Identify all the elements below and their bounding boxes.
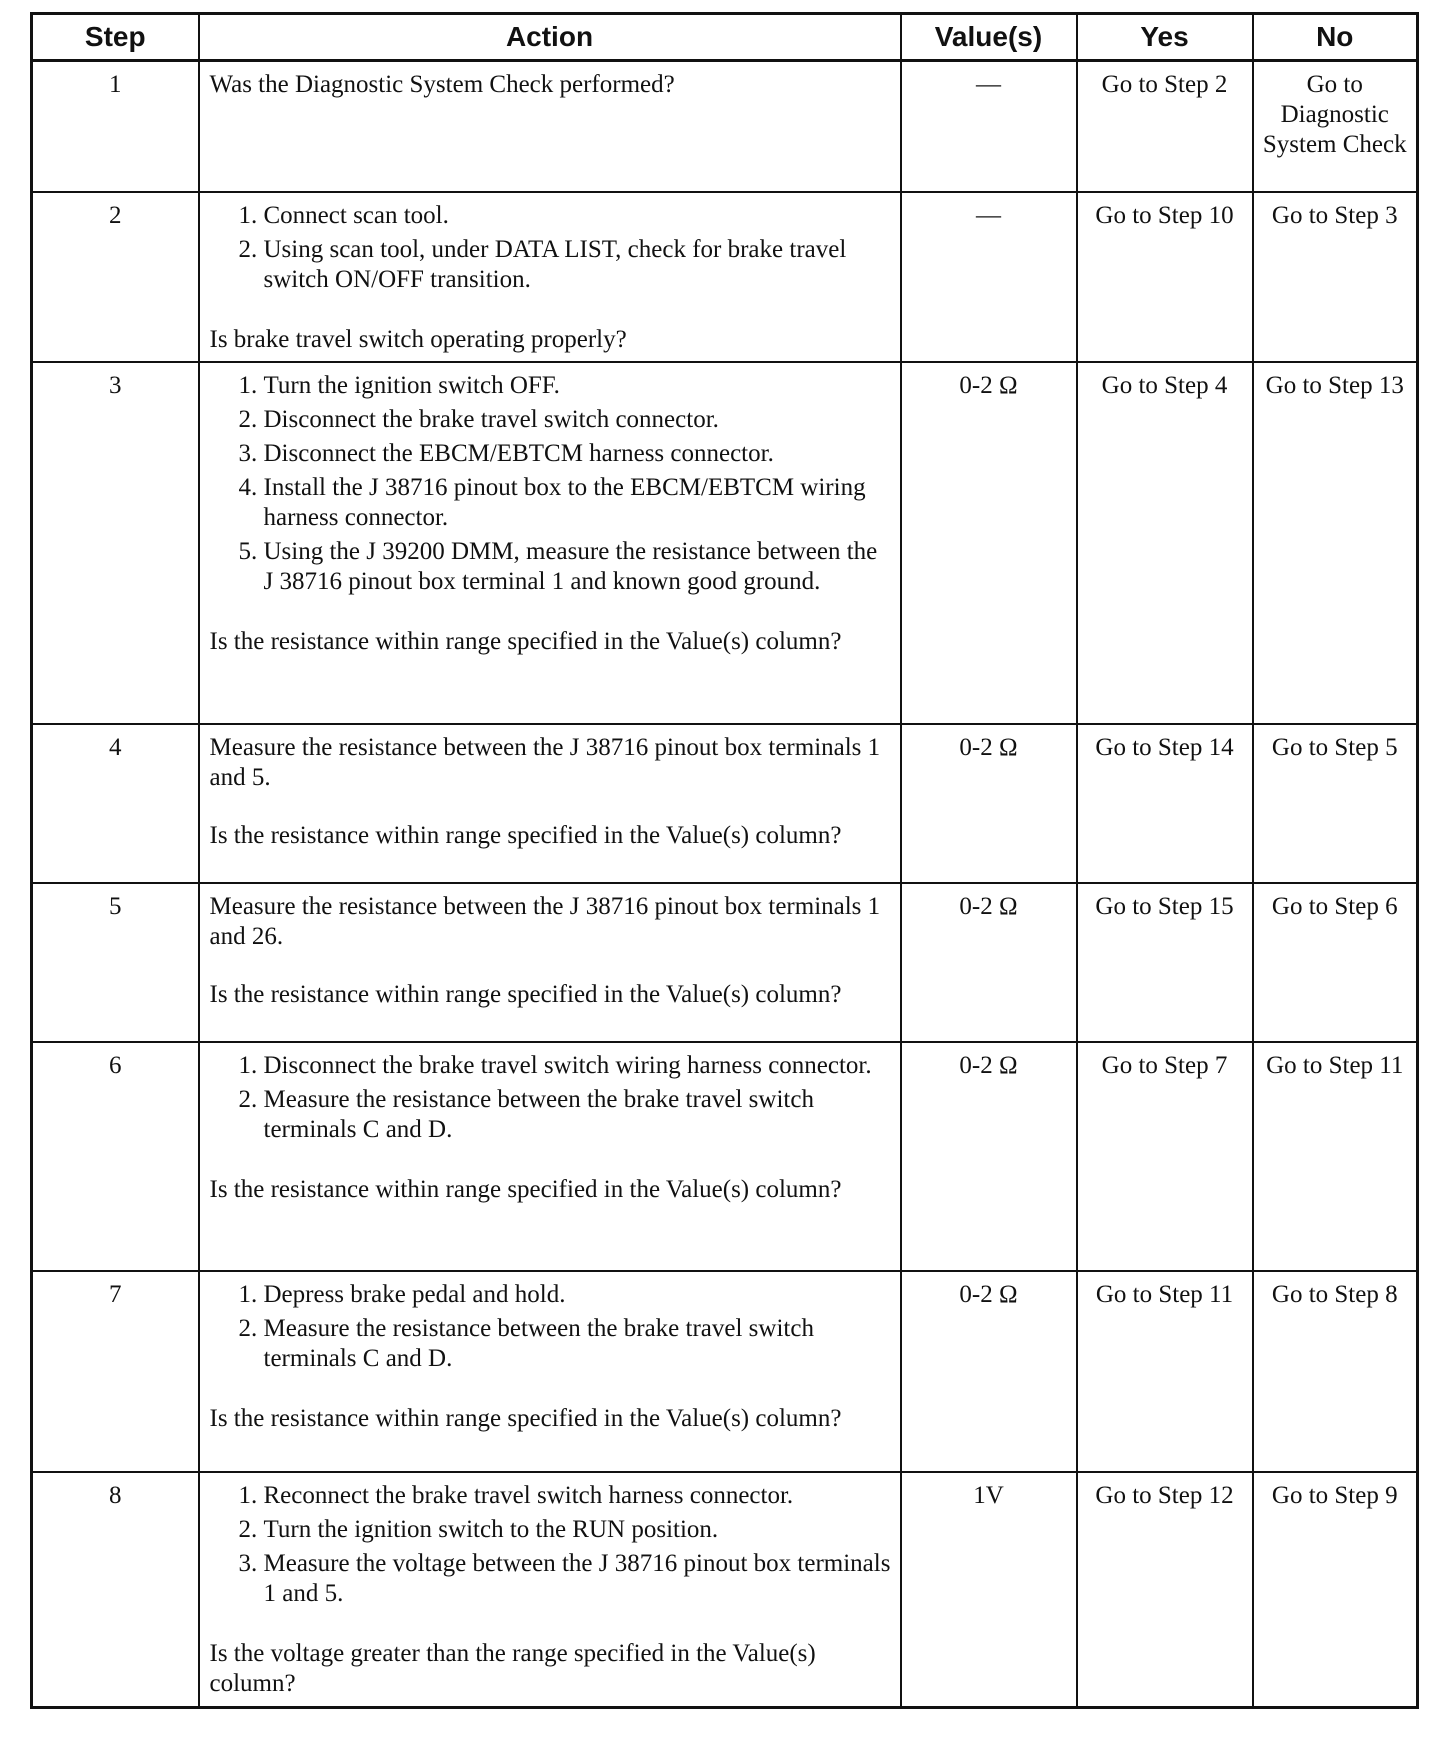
action-step-list [210,1280,892,1374]
table-row [32,1271,1418,1472]
action-cell [199,1472,901,1708]
table-row [32,192,1418,362]
header-values: Value(s) [901,14,1077,61]
action-step-list [210,1051,892,1145]
action-question: Is the resistance within range specified in the Value(s) column? [209,627,842,655]
header-row [32,14,1418,61]
action-instruction: Measure the resistance between the J 38716 pinout box terminals 1 and 26. [209,892,881,950]
action-step-item: 1. Turn the ignition switch OFF. [264,371,892,401]
action-step-item: 1. Reconnect the brake travel switch harness connector. [264,1481,892,1511]
yes-cell: Go to Step 11 [1077,1271,1253,1472]
action-step-item: 1. Disconnect the brake travel switch wiring harness connector. [264,1051,892,1081]
value-cell: 0-2 Ω [901,883,1077,1042]
no-cell: Go to Step 11 [1253,1042,1418,1271]
table-row [32,1042,1418,1271]
action-step-item: 1. Connect scan tool. [264,201,892,231]
action-cell [199,61,901,192]
action-step-item: 3. Disconnect the EBCM/EBTCM harness connector. [264,439,892,469]
no-cell: Go to Step 9 [1253,1472,1418,1708]
table-row [32,61,1418,192]
diagnostic-table [30,12,1419,1709]
value-cell: — [901,192,1077,362]
value-cell: 1V [901,1472,1077,1708]
diagnostic-table-sheet [30,12,1416,1709]
action-step-item: 2. Measure the resistance between the brake travel switch terminals C and D. [264,1085,892,1145]
yes-cell: Go to Step 10 [1077,192,1253,362]
value-cell: 0-2 Ω [901,724,1077,883]
step-number: 7 [32,1271,199,1472]
action-cell [199,1042,901,1271]
step-number: 3 [32,362,199,724]
action-step-item: 1. Depress brake pedal and hold. [264,1280,892,1310]
action-step-list [210,1481,892,1609]
action-cell [199,724,901,883]
action-cell [199,192,901,362]
no-cell: Go to Diagnostic System Check [1253,61,1418,192]
action-question: Is the resistance within range specified in the Value(s) column? [209,980,842,1008]
header-action: Action [199,14,901,61]
action-step-item: 4. Install the J 38716 pinout box to the EBCM/EBTCM wiring harness connector. [264,473,892,533]
step-number: 1 [32,61,199,192]
action-cell [199,1271,901,1472]
action-step-item: 5. Using the J 39200 DMM, measure the resistance between the J 38716 pinout box terminal 1 and known good ground. [264,537,892,597]
action-question: Is the resistance within range specified in the Value(s) column? [209,1404,842,1432]
yes-cell: Go to Step 7 [1077,1042,1253,1271]
action-question: Was the Diagnostic System Check performed? [209,71,675,98]
action-question: Is the resistance within range specified in the Value(s) column? [209,1175,842,1203]
step-number: 4 [32,724,199,883]
table-row [32,724,1418,883]
step-number: 5 [32,883,199,1042]
action-step-item: 2. Using scan tool, under DATA LIST, check for brake travel switch ON/OFF transition. [264,235,892,295]
yes-cell: Go to Step 15 [1077,883,1253,1042]
action-step-item: 2. Disconnect the brake travel switch connector. [264,405,892,435]
action-instruction: Measure the resistance between the J 38716 pinout box terminals 1 and 5. [209,733,881,791]
action-step-item: 2. Turn the ignition switch to the RUN position. [264,1515,892,1545]
action-step-list [210,201,892,295]
action-cell [199,883,901,1042]
action-step-item: 3. Measure the voltage between the J 38716 pinout box terminals 1 and 5. [264,1549,892,1609]
no-cell: Go to Step 6 [1253,883,1418,1042]
table-row [32,362,1418,724]
value-cell: — [901,61,1077,192]
header-yes: Yes [1077,14,1253,61]
no-cell: Go to Step 5 [1253,724,1418,883]
no-cell: Go to Step 13 [1253,362,1418,724]
table-row [32,1472,1418,1708]
yes-cell: Go to Step 2 [1077,61,1253,192]
value-cell: 0-2 Ω [901,1042,1077,1271]
action-question: Is the voltage greater than the range specified in the Value(s) column? [209,1639,816,1697]
step-number: 6 [32,1042,199,1271]
value-cell: 0-2 Ω [901,1271,1077,1472]
action-question: Is brake travel switch operating properly? [209,325,627,353]
action-step-list [210,371,892,597]
no-cell: Go to Step 3 [1253,192,1418,362]
yes-cell: Go to Step 14 [1077,724,1253,883]
action-cell [199,362,901,724]
value-cell: 0-2 Ω [901,362,1077,724]
yes-cell: Go to Step 12 [1077,1472,1253,1708]
action-step-item: 2. Measure the resistance between the brake travel switch terminals C and D. [264,1314,892,1374]
header-no: No [1253,14,1418,61]
header-step: Step [32,14,199,61]
table-body [32,61,1418,1708]
step-number: 2 [32,192,199,362]
yes-cell: Go to Step 4 [1077,362,1253,724]
action-question: Is the resistance within range specified in the Value(s) column? [209,821,842,849]
step-number: 8 [32,1472,199,1708]
no-cell: Go to Step 8 [1253,1271,1418,1472]
table-row [32,883,1418,1042]
